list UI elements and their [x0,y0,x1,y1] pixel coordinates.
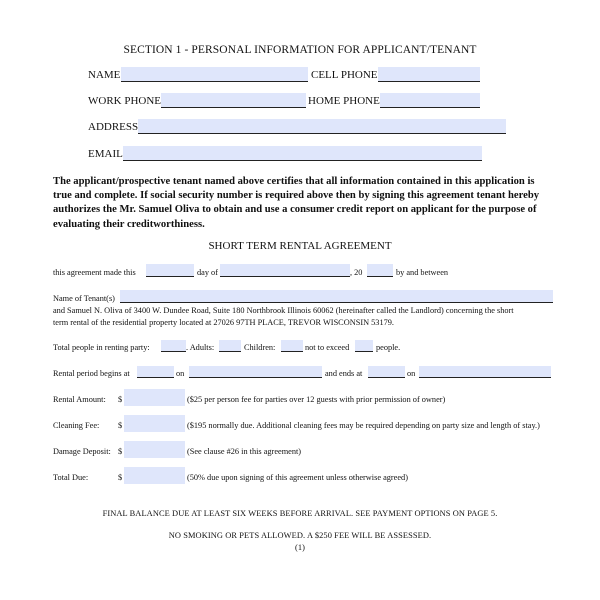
agreement-month-field[interactable] [220,264,350,277]
landlord-line-1: and Samuel N. Oliva of 3400 W. Dundee Road, Suite 180 Northbrook Illinois 60062 (hereinafter called the Landlord) concerning the short [53,306,514,315]
period-start-date-field[interactable] [189,366,322,378]
amount-label: Rental Amount: [53,395,106,404]
on-label: on [176,369,185,378]
section-title: SECTION 1 - PERSONAL INFORMATION FOR APPLICANT/TENANT [123,44,477,56]
amount-field[interactable] [124,389,185,406]
final-balance-note: FINAL BALANCE DUE AT LEAST SIX WEEKS BEFORE ARRIVAL. SEE PAYMENT OPTIONS ON PAGE 5. [102,509,498,518]
total-label: Total Due: [53,473,89,482]
page-number: (1) [294,543,306,552]
cleaning-dollar: $ [118,421,123,430]
total-field[interactable] [124,467,185,484]
max-people-field[interactable] [355,340,373,352]
people-suffix: people. [376,343,401,352]
children-label: Children: [244,343,276,352]
amount-note: ($25 per person fee for parties over 12 guests with prior permission of owner) [187,395,446,404]
home-phone-field[interactable] [380,93,480,108]
address-field[interactable] [138,119,506,134]
period-start-time-field[interactable] [137,366,174,378]
adults-field[interactable] [219,340,241,352]
email-label: EMAIL [88,148,123,160]
tenants-field[interactable] [120,290,553,303]
ends-at-label: and ends at [325,369,363,378]
people-field[interactable] [161,340,186,352]
address-label: ADDRESS [88,121,139,133]
email-field[interactable] [123,146,482,161]
no-smoking-note: NO SMOKING OR PETS ALLOWED. A $250 FEE WILL BE ASSESSED. [168,531,432,540]
children-field[interactable] [281,340,303,352]
period-label: Rental period begins at [53,369,130,378]
landlord-line-2: term rental of the residential property located at 27026 97TH PLACE, TREVOR WISCONSIN 53179. [53,318,394,327]
cleaning-note: ($195 normally due. Additional cleaning fees may be required depending on party size and length of stay.) [187,421,540,430]
cleaning-field[interactable] [124,415,185,432]
day-of-label: day of [197,268,218,277]
adults-label: . Adults: [186,343,215,352]
deposit-dollar: $ [118,447,123,456]
not-exceed-label: not to exceed [305,343,350,352]
agreement-year-field[interactable] [367,264,393,277]
work-phone-field[interactable] [161,93,306,108]
total-note: (50% due upon signing of this agreement unless otherwise agreed) [187,473,408,482]
cell-phone-label: CELL PHONE [311,69,378,81]
by-and-between-label: by and between [396,268,449,277]
agreement-made-label: this agreement made this [53,268,136,277]
year-prefix-label: , 20 [350,268,363,277]
deposit-label: Damage Deposit: [53,447,111,456]
cell-phone-field[interactable] [378,67,480,82]
cleaning-label: Cleaning Fee: [53,421,100,430]
amount-dollar: $ [118,395,123,404]
period-end-time-field[interactable] [368,366,405,378]
on-label-2: on [407,369,416,378]
work-phone-label: WORK PHONE [88,95,162,107]
deposit-note: (See clause #26 in this agreement) [187,447,302,456]
name-label: NAME [88,69,121,81]
period-end-date-field[interactable] [419,366,551,378]
people-label: Total people in renting party: [53,343,150,352]
total-dollar: $ [118,473,123,482]
agreement-title: SHORT TERM RENTAL AGREEMENT [208,240,392,252]
tenants-label: Name of Tenant(s) [53,294,115,303]
agreement-day-field[interactable] [146,264,194,277]
deposit-field[interactable] [124,441,185,458]
name-field[interactable] [121,67,308,82]
certification-paragraph: The applicant/prospective tenant named above certifies that all information contained in this application is true and complete. If social security number is required above then by signing this agreement tenant hereby authorizes the Mr. Samuel Oliva to obtain and use a consumer credit report on applicant for the purpose of evaluating their creditworthiness. [53,176,540,230]
home-phone-label: HOME PHONE [308,95,380,107]
